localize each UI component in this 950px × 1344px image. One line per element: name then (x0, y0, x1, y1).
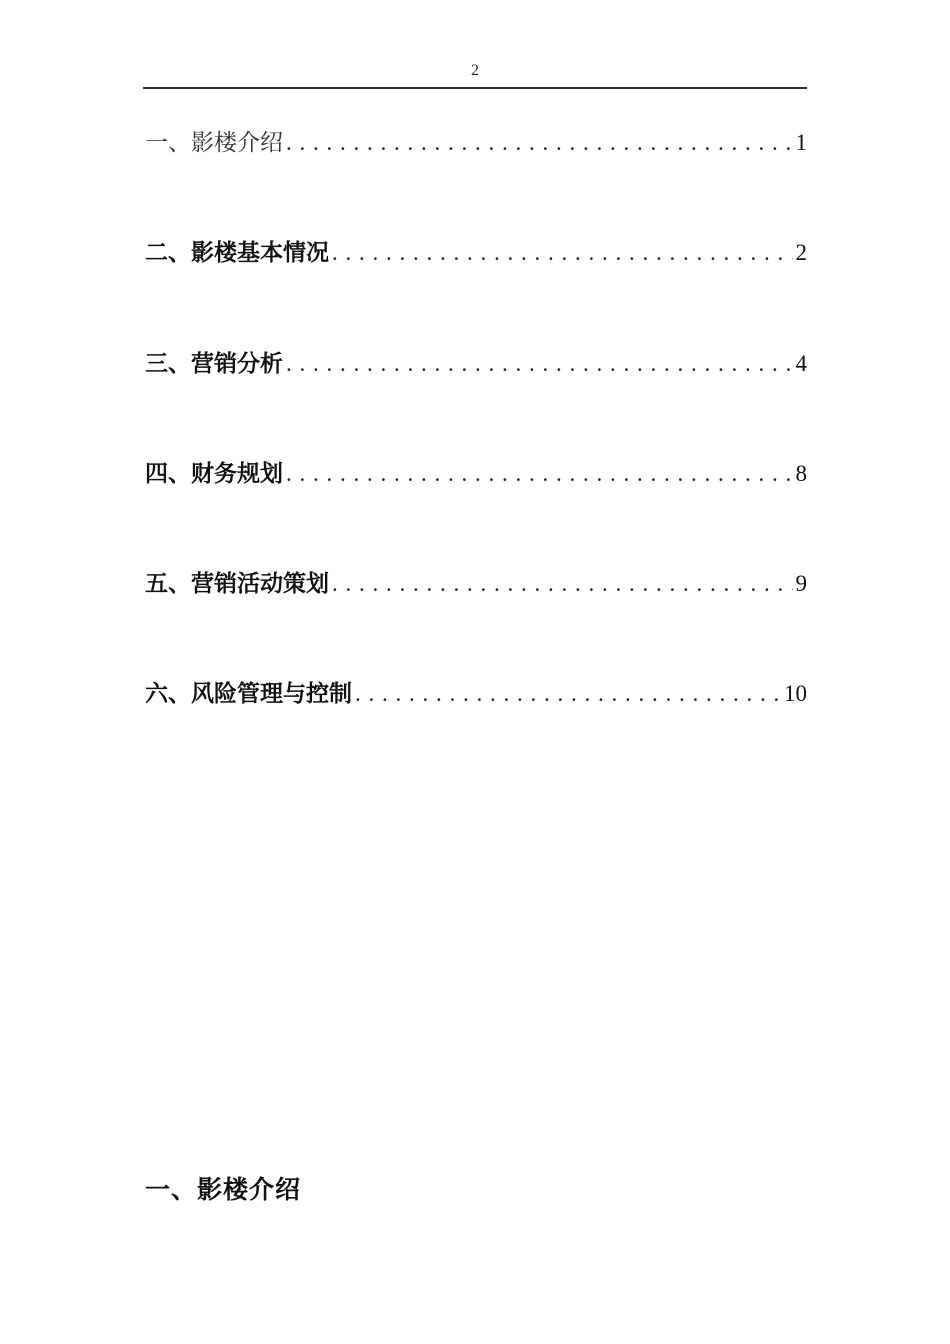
toc-dot-leader (332, 240, 793, 266)
toc-dot-leader (286, 351, 793, 377)
toc-entry-label: 六、风险管理与控制 (145, 681, 352, 706)
toc-page-number: 2 (795, 240, 807, 265)
toc-entry-label: 一、影楼介绍 (145, 130, 283, 155)
toc-entry-label: 二、影楼基本情况 (145, 240, 329, 265)
toc-page-number: 1 (795, 130, 807, 155)
toc-page-number: 9 (795, 571, 807, 596)
toc-page-number: 4 (795, 351, 807, 376)
toc-entry[interactable] (145, 461, 807, 487)
section-heading: 一、影楼介绍 (145, 1177, 302, 1204)
toc-entry[interactable] (145, 240, 807, 266)
toc-dot-leader (332, 571, 793, 597)
toc-page-number: 8 (795, 461, 807, 486)
toc-page-number: 10 (784, 681, 807, 706)
header-page-number: 2 (471, 62, 479, 79)
toc-entry[interactable] (145, 681, 807, 707)
toc-dot-leader (355, 681, 781, 707)
toc-entry-label: 四、财务规划 (145, 461, 283, 486)
toc-dot-leader (286, 461, 793, 487)
toc-entry[interactable] (145, 571, 807, 597)
toc-entry-label: 三、营销分析 (145, 351, 283, 376)
header-rule (143, 87, 807, 89)
toc-entry[interactable] (145, 351, 807, 377)
toc-dot-leader (286, 130, 793, 156)
toc-entry-label: 五、营销活动策划 (145, 571, 329, 596)
toc-entry[interactable] (145, 130, 807, 156)
